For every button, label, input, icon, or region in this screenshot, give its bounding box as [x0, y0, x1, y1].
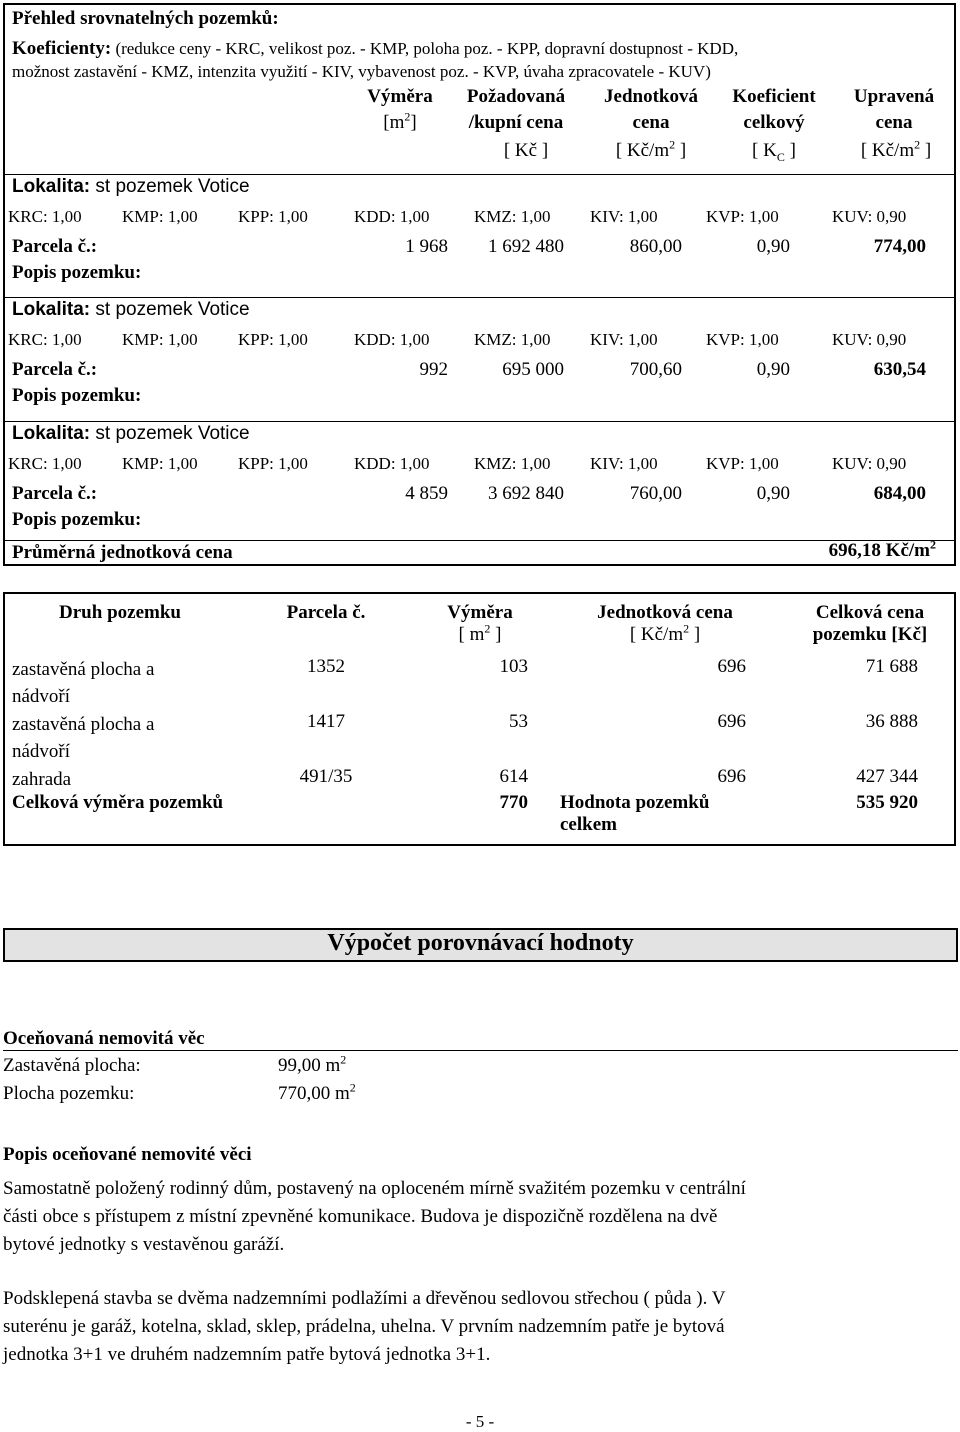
header-vymera: Výměra [367, 86, 433, 107]
row-jedn: 696 [717, 656, 746, 677]
header-kupni-cena: /kupní cena [468, 112, 564, 133]
koeficient-value: 0,90 [756, 236, 790, 257]
col-druh-header: Druh pozemku [59, 602, 181, 623]
coef-6: KVP: 1,00 [706, 454, 779, 473]
coef-7: KUV: 0,90 [832, 330, 907, 349]
average-value: 696,18 $Kč/m^2$ [828, 537, 936, 561]
valued-property-rule [3, 1050, 958, 1051]
row-vymera: 53 [509, 711, 528, 732]
coef-6: KVP: 1,00 [706, 330, 779, 349]
coef-1: KMP: 1,00 [122, 454, 198, 473]
coef-5: KIV: 1,00 [590, 207, 658, 226]
upravena-value: 774,00 [873, 236, 926, 257]
row-jedn: 696 [717, 766, 746, 787]
row-druh: zastavěná plocha a nádvoří [12, 714, 155, 762]
coef-0: KRC: 1,00 [8, 330, 82, 349]
header-vymera-unit: $[m^2]$ [383, 109, 417, 133]
total-area-label: Celková výměra pozemků [12, 792, 224, 813]
coef-4: KMZ: 1,00 [474, 454, 551, 473]
plot-area-label: Plocha pozemku: [3, 1083, 135, 1104]
page-number: - 5 - [465, 1412, 495, 1431]
header-upravena-cena: cena [875, 112, 913, 133]
coef-6: KVP: 1,00 [706, 207, 779, 226]
header-jednotkova-cena: cena [632, 112, 670, 133]
upravena-value: 630,54 [873, 359, 926, 380]
coef-7: KUV: 0,90 [832, 454, 907, 473]
lokalita: Lokalita: st pozemek Votice [12, 299, 250, 320]
total-value-label: Hodnota pozemků celkem [560, 792, 710, 835]
popis-label: Popis pozemku: [12, 385, 142, 406]
top-rule [5, 3, 863, 4]
col-vymera-header: Výměra [ $m^2$ ] [447, 602, 513, 645]
header-jednotkova: Jednotková [604, 86, 698, 107]
coef-1: KMP: 1,00 [122, 330, 198, 349]
parcela-label: Parcela č.: [12, 359, 98, 380]
built-area-value: 99,00 $m^2$ [278, 1052, 347, 1076]
parcela-label: Parcela č.: [12, 236, 98, 257]
cena-value: 3 692 840 [488, 483, 564, 504]
lokalita: Lokalita: st pozemek Votice [12, 176, 250, 197]
upravena-value: 684,00 [873, 483, 926, 504]
koeficient-value: 0,90 [756, 483, 790, 504]
coef-4: KMZ: 1,00 [474, 330, 551, 349]
col-jedn-header: Jednotková cena [ $Kč/m^2$ ] [597, 602, 733, 645]
row-parcela: 1417 [307, 711, 345, 732]
row-parcela: 491/35 [299, 766, 353, 787]
jednotkova-value: 860,00 [629, 236, 682, 257]
parcela-label: Parcela č.: [12, 483, 98, 504]
row-druh: zastavěná plocha a nádvoří [12, 659, 155, 707]
header-koeficient: Koeficient [732, 86, 816, 107]
header-upravena: Upravená [853, 86, 935, 107]
row-parcela: 1352 [307, 656, 345, 677]
cena-value: 695 000 [502, 359, 564, 380]
row-celk: 427 344 [856, 766, 918, 787]
cena-value: 1 692 480 [488, 236, 564, 257]
header-jednotkova-unit: [ $Kč/m^2$ ] [615, 137, 687, 161]
description-paragraph-2: Podsklepená stavba se dvěma nadzemními podlažími a dřevěnou sedlovou střechou ( půda ). V suterénu je garáž, kotelna, sklad, sklep, prádelna, uhelna. V prvním nadzemním patře je bytová jednotka 3+1 ve druhém nadzemním patře bytová jednotka 3+1. [3, 1288, 726, 1365]
row-vymera: 614 [499, 766, 528, 787]
row-jedn: 696 [717, 711, 746, 732]
total-area-value: 770 [499, 792, 528, 813]
coef-3: KDD: 1,00 [354, 207, 430, 226]
vymera-value: 992 [419, 359, 448, 380]
header-celkovy: celkový [743, 112, 805, 133]
jednotkova-value: 760,00 [629, 483, 682, 504]
koeficient-value: 0,90 [756, 359, 790, 380]
vymera-value: 1 968 [405, 236, 448, 257]
description-paragraph-1: Samostatně položený rodinný dům, postavený na oploceném mírně svažitém pozemku v centrální části obce s přístupem z místní zpevněné komunikace. Budova je dispozičně rozdělena na dvě bytové jednotky s vestavěnou garáží. [3, 1178, 746, 1255]
description-title: Popis oceňované nemovité věci [3, 1144, 252, 1165]
coef-0: KRC: 1,00 [8, 207, 82, 226]
coef-1: KMP: 1,00 [122, 207, 198, 226]
coefficients-line-1: Koeficienty: (redukce ceny - KRC, velikost poz. - KMP, poloha poz. - KPP, dopravní dostupnost - KDD, [12, 38, 739, 59]
section-title: Přehled srovnatelných pozemků: [12, 8, 279, 29]
row-druh: zahrada [12, 769, 72, 790]
popis-label: Popis pozemku: [12, 262, 142, 283]
coef-5: KIV: 1,00 [590, 454, 658, 473]
block-rule [5, 297, 956, 298]
row-vymera: 103 [499, 656, 528, 677]
coef-2: KPP: 1,00 [238, 330, 308, 349]
row-celk: 71 688 [865, 656, 918, 677]
section-heading: Výpočet porovnávací hodnoty [327, 930, 634, 956]
header-kc: [ Kč ] [503, 140, 549, 161]
coef-2: KPP: 1,00 [238, 207, 308, 226]
coef-5: KIV: 1,00 [590, 330, 658, 349]
block-rule [5, 174, 956, 175]
col-parcela-header: Parcela č. [286, 602, 366, 623]
coef-0: KRC: 1,00 [8, 454, 82, 473]
popis-label: Popis pozemku: [12, 509, 142, 530]
jednotkova-value: 700,60 [629, 359, 682, 380]
col-celk-header: Celková cena pozemku [Kč] [812, 602, 928, 645]
coef-3: KDD: 1,00 [354, 454, 430, 473]
coef-3: KDD: 1,00 [354, 330, 430, 349]
header-kc-unit: [ $K_C$ ] [752, 140, 796, 164]
lokalita: Lokalita: st pozemek Votice [12, 423, 250, 444]
total-value: 535 920 [856, 792, 918, 813]
plot-area-value: 770,00 $m^2$ [278, 1080, 356, 1104]
block-rule [5, 421, 956, 422]
average-label: Průměrná jednotková cena [12, 542, 233, 563]
valued-property-title: Oceňovaná nemovitá věc [3, 1028, 205, 1049]
built-area-label: Zastavěná plocha: [3, 1055, 141, 1076]
header-upravena-unit: [ $Kč/m^2$ ] [860, 137, 932, 161]
coef-7: KUV: 0,90 [832, 207, 907, 226]
coef-4: KMZ: 1,00 [474, 207, 551, 226]
vymera-value: 4 859 [405, 483, 448, 504]
header-pozadovana: Požadovaná [466, 86, 566, 107]
row-celk: 36 888 [865, 711, 918, 732]
coef-2: KPP: 1,00 [238, 454, 308, 473]
coefficients-line-2: možnost zastavění - KMZ, intenzita využití - KIV, vybavenost poz. - KVP, úvaha zpracovatele - KUV) [12, 62, 711, 81]
